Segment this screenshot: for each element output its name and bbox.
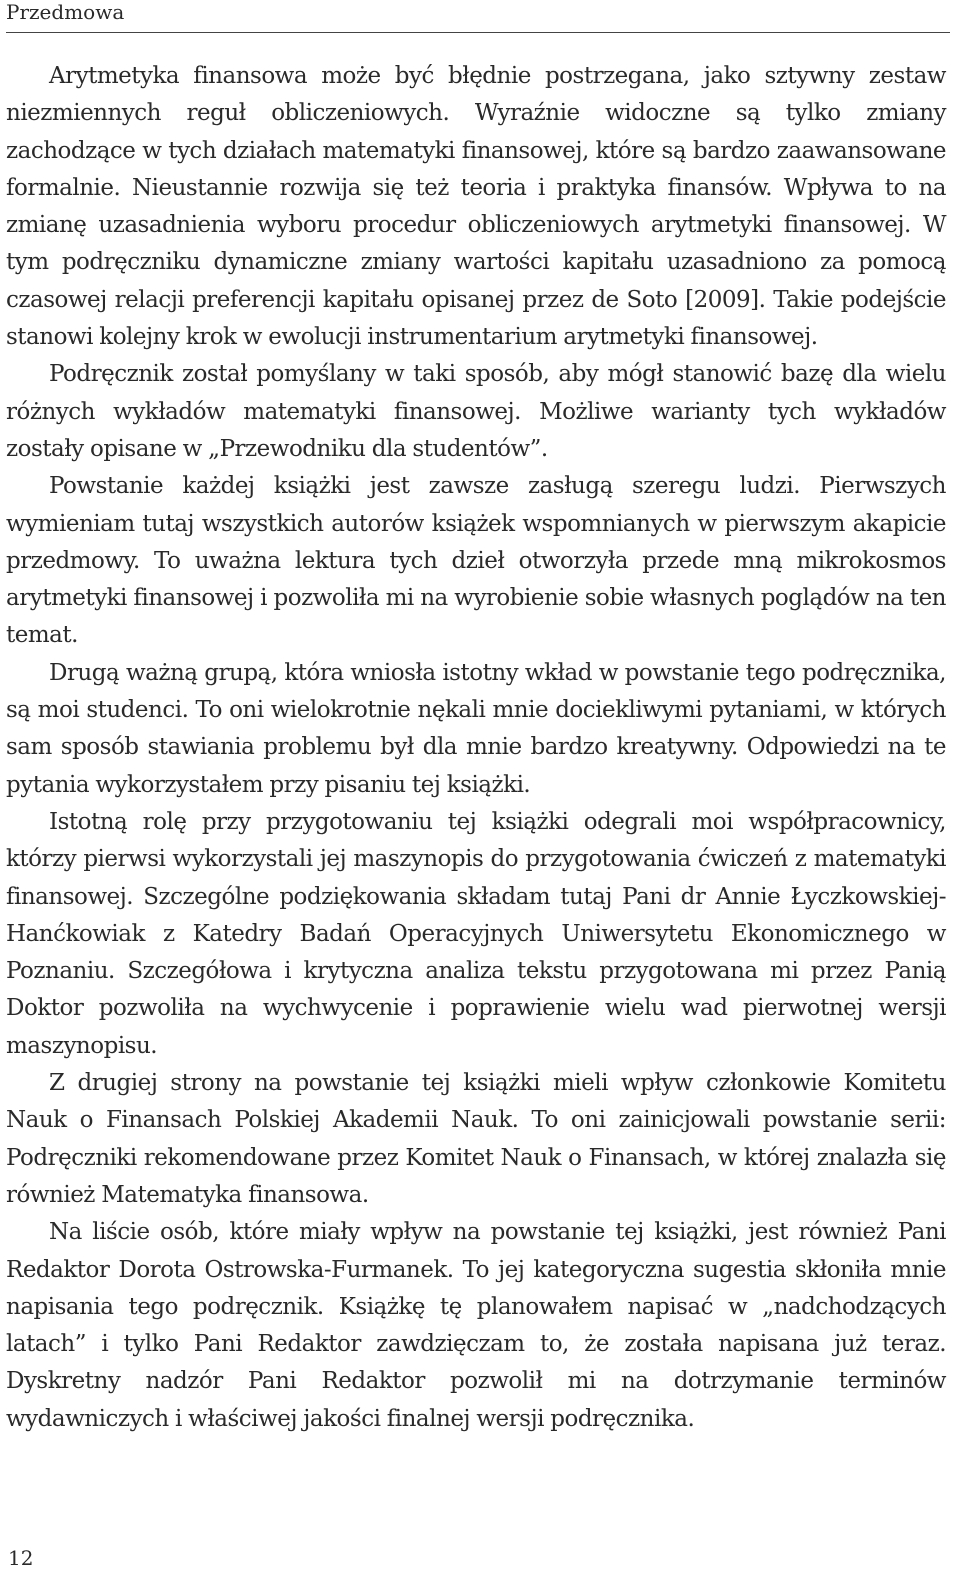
- paragraph-7: Na liście osób, które miały wpływ na powstanie tej książki, jest również Pani Redaktor Dorota Ostrowska-Furmanek. To jej kategoryczna sugestia skłoniła mnie napisania tego podręcznik. Książkę tę planowałem napisać w „nadchodzących latach” i tylko Pani Redaktor zawdzięczam to, że została napisana już teraz. Dyskretny nadzór Pani Redaktor pozwolił mi na dotrzymanie terminów wydawniczych i właściwej jakości finalnej wersji podręcznika.: [6, 1219, 946, 1432]
- preface-body: [6, 58, 946, 1438]
- paragraph-1: Arytmetyka finansowa może być błędnie postrzegana, jako sztywny zestaw niezmiennych reguł obliczeniowych. Wyraźnie widoczne są tylko zmiany zachodzące w tych działach matematyki finansowej, które są bardzo zaawansowane formalnie. Nieustannie rozwija się też teoria i praktyka finansów. Wpływa to na zmianę uzasadnienia wyboru procedur obliczeniowych arytmetyki finansowej. W tym podręczniku dynamiczne zmiany wartości kapitału uzasadniono za pomocą czasowej relacji preferencji kapitału opisanej przez de Soto [2009]. Takie podejście stanowi kolejny krok w ewolucji instrumentarium arytmetyki finansowej.: [6, 63, 946, 351]
- paragraph-2: Podręcznik został pomyślany w taki sposób, aby mógł stanowić bazę dla wielu różnych wykładów matematyki finansowej. Możliwe warianty tych wykładów zostały opisane w „Przewodniku dla studentów”.: [6, 361, 946, 462]
- paragraph-5: Istotną rolę przy przygotowaniu tej książki odegrali moi współpracownicy, którzy pierwsi wykorzystali jej maszynopis do przygotowania ćwiczeń z matematyki finansowej. Szczególne podziękowania składam tutaj Pani dr Annie Łyczkowskiej-Hanćkowiak z Katedry Badań Operacyjnych Uniwersytetu Ekonomicznego w Poznaniu. Szczegółowa i krytyczna analiza tekstu przygotowana mi przez Panią Doktor pozwoliła na wychwycenie i poprawienie wielu wad pierwotnej wersji maszynopisu.: [6, 808, 946, 1059]
- paragraph-3: Powstanie każdej książki jest zawsze zasługą szeregu ludzi. Pierwszych wymieniam tutaj wszystkich autorów książek wspomnianych w pierwszym akapicie przedmowy. To uważna lektura tych dzieł otworzyła przede mną mikrokosmos arytmetyki finansowej i pozwoliła mi na wyrobienie sobie własnych poglądów na ten temat.: [6, 473, 946, 649]
- page-number: 12: [8, 1546, 34, 1570]
- paragraph-4: Drugą ważną grupą, która wniosła istotny wkład w powstanie tego podręcznika, są moi studenci. To oni wielokrotnie nękali mnie dociekliwymi pytaniami, w których sam sposób stawiania problemu był dla mnie bardzo kreatywny. Odpowiedzi na te pytania wykorzystałem przy pisaniu tej książki.: [6, 659, 946, 798]
- running-title: Przedmowa: [6, 0, 125, 24]
- running-header: [6, 0, 950, 33]
- paragraph-6: Z drugiej strony na powstanie tej książki mieli wpływ członkowie Komitetu Nauk o Finansach Polskiej Akademii Nauk. To oni zainicjowali powstanie serii: Podręczniki rekomendowane przez Komitet Nauk o Finansach, w której znalazła się również Matematyka finansowa.: [6, 1070, 946, 1208]
